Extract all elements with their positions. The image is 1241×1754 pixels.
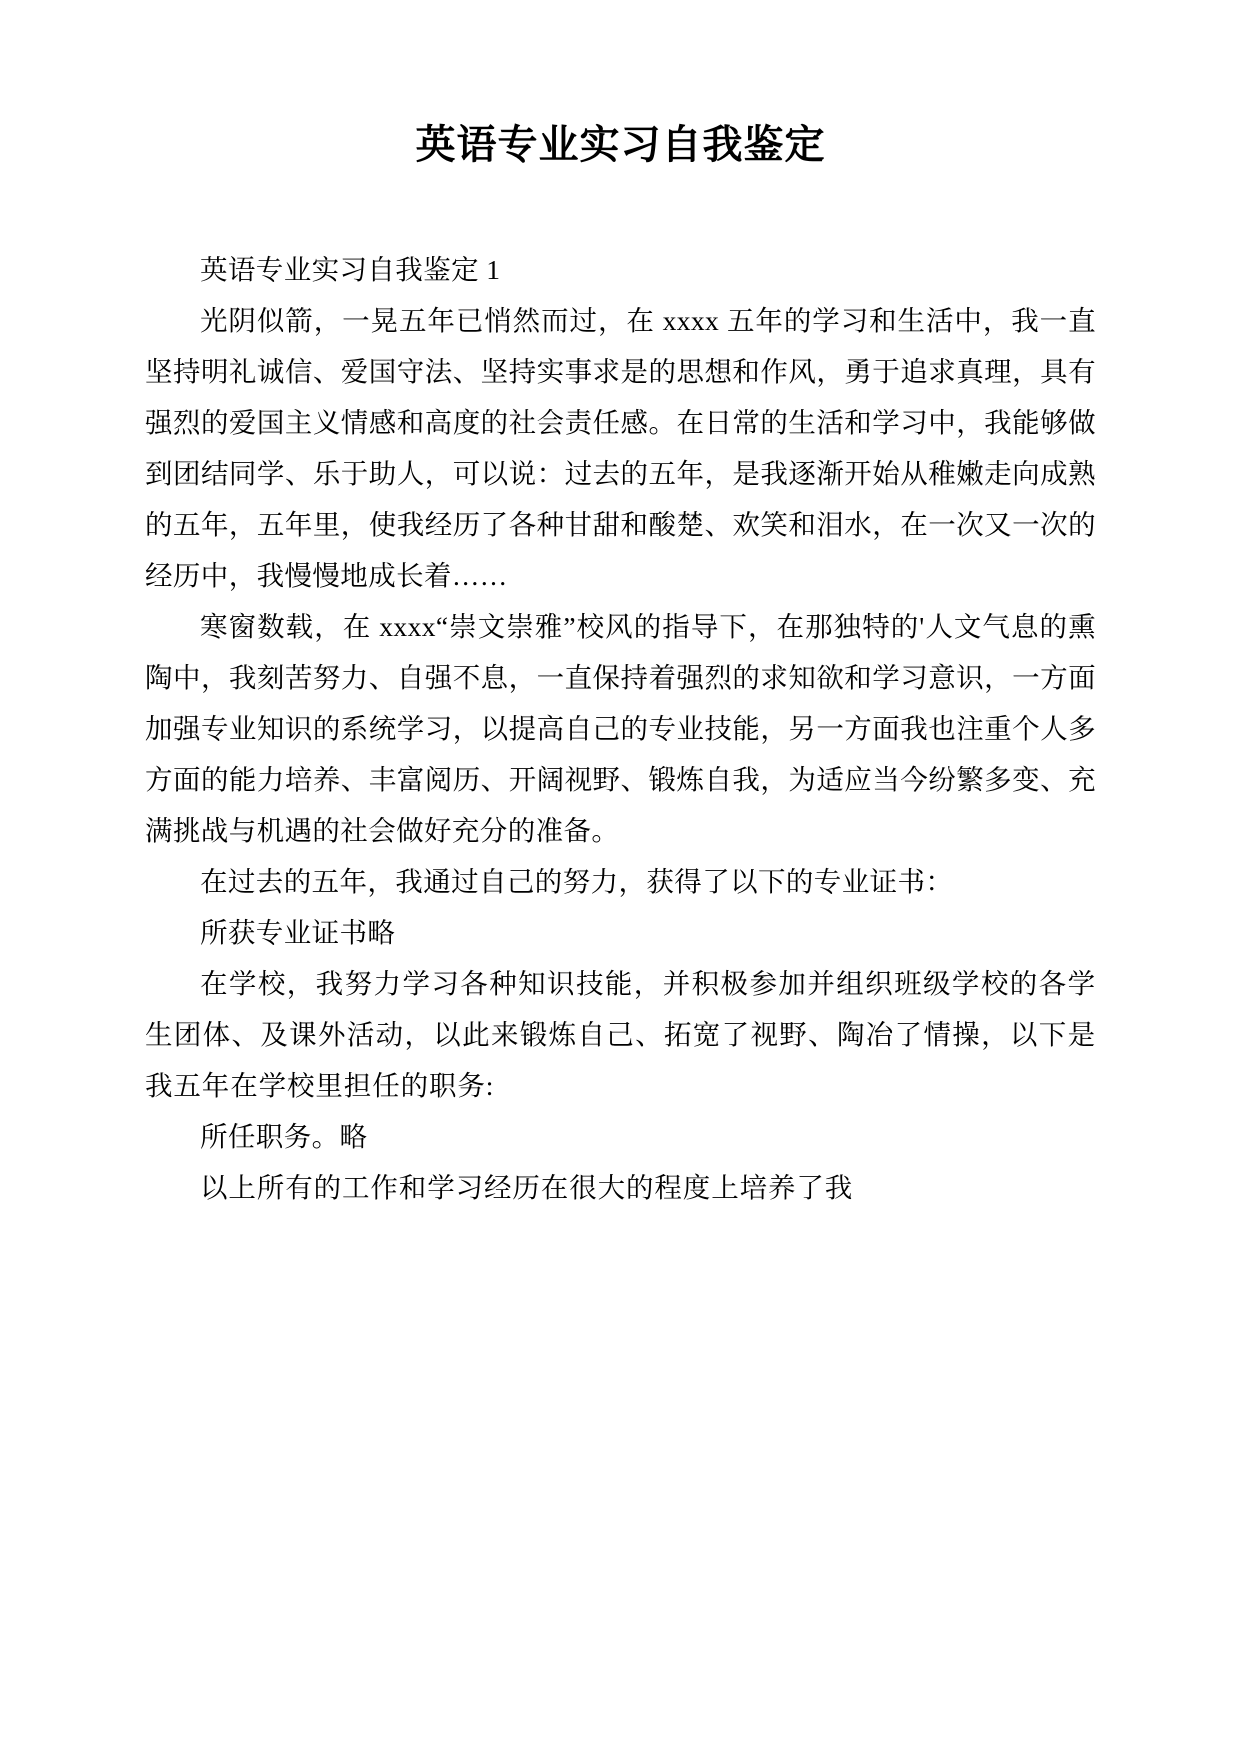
paragraph-2: 光阴似箭，一晃五年已悄然而过，在 xxxx 五年的学习和生活中，我一直坚持明礼诚信、爱国守法、坚持实事求是的思想和作风，勇于追求真理，具有强烈的爱国主义情感和高度的社会责任感。在日常的生活和学习中，我能够做到团结同学、乐于助人，可以说：过去的五年，是我逐渐开始从稚嫩走向成熟的五年，五年里，使我经历了各种甘甜和酸楚、欢笑和泪水，在一次又一次的经历中，我慢慢地成长着……	[145, 305, 1096, 591]
paragraph-5: 所获专业证书略	[200, 917, 396, 948]
document-body	[145, 244, 1096, 1213]
paragraph-1: 英语专业实习自我鉴定 1	[200, 254, 501, 285]
paragraph-7: 所任职务。略	[200, 1121, 368, 1152]
paragraph-4: 在过去的五年，我通过自己的努力，获得了以下的专业证书：	[200, 866, 954, 897]
paragraph-6: 在学校，我努力学习各种知识技能，并积极参加并组织班级学校的各学生团体、及课外活动，以此来锻炼自己、拓宽了视野、陶冶了情操，以下是我五年在学校里担任的职务:	[145, 968, 1096, 1101]
page-title: 英语专业实习自我鉴定	[415, 123, 826, 167]
paragraph-3: 寒窗数载，在 xxxx“崇文崇雅”校风的指导下，在那独特的'人文气息的熏陶中，我刻苦努力、自强不息，一直保持着强烈的求知欲和学习意识，一方面加强专业知识的系统学习，以提高自己的专业技能，另一方面我也注重个人多方面的能力培养、丰富阅历、开阔视野、锻炼自我，为适应当今纷繁多变、充满挑战与机遇的社会做好充分的准备。	[145, 611, 1096, 846]
paragraph-8: 以上所有的工作和学习经历在很大的程度上培养了我	[200, 1172, 854, 1203]
